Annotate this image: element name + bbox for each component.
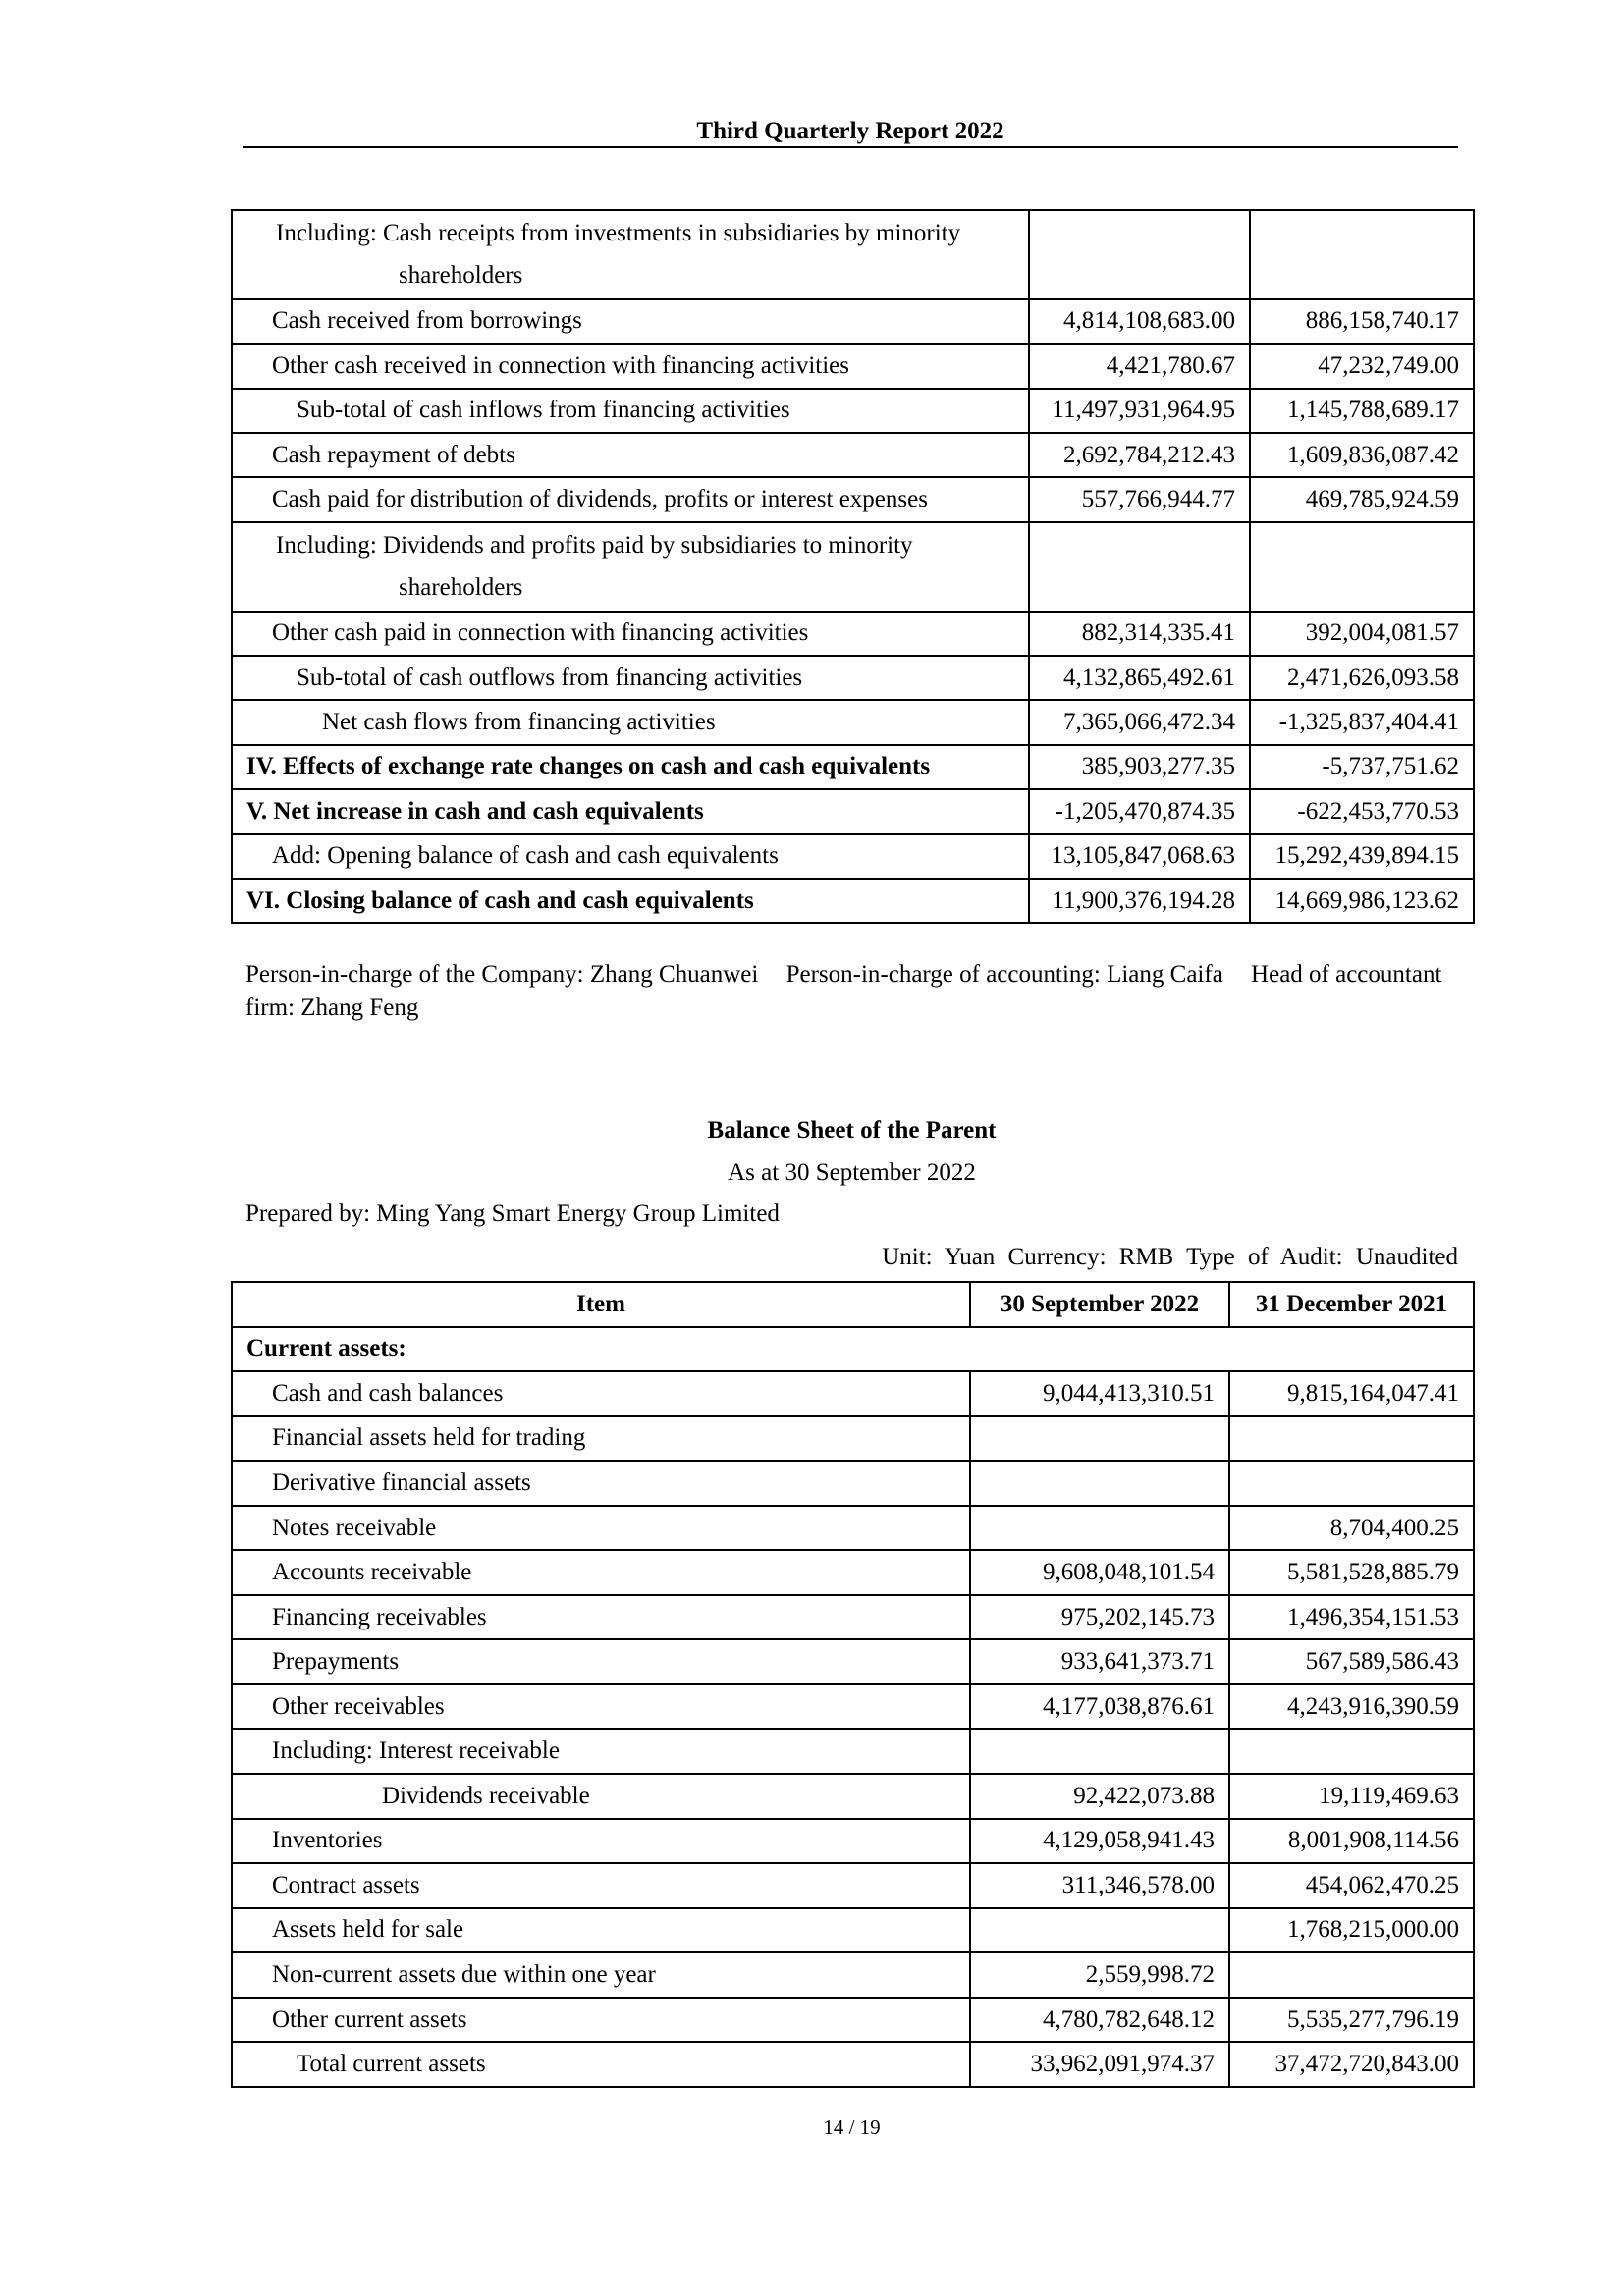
amount-current: -1,205,470,874.35 [1029, 789, 1250, 833]
table-row [232, 789, 1474, 833]
table-row [232, 344, 1474, 388]
amount-current: 33,962,091,974.37 [970, 2042, 1229, 2087]
amount-prior: 47,232,749.00 [1250, 344, 1474, 388]
table-row [232, 612, 1474, 656]
row-label-line: Including: Dividends and profits paid by subsidiaries to minority [276, 532, 913, 560]
table-row [232, 1863, 1474, 1908]
amount-prior: 567,589,586.43 [1229, 1639, 1474, 1684]
amount-current: 557,766,944.77 [1029, 477, 1250, 521]
table-row [232, 1371, 1474, 1416]
table-row [232, 879, 1474, 923]
signatures [245, 958, 1463, 1025]
amount-prior: 1,609,836,087.42 [1250, 433, 1474, 477]
amount-current: 4,129,058,941.43 [970, 1819, 1229, 1864]
amount-current: 385,903,277.35 [1029, 745, 1250, 789]
table-row [232, 433, 1474, 477]
amount-prior: -622,453,770.53 [1250, 789, 1474, 833]
table-row [232, 299, 1474, 344]
amount-prior: -1,325,837,404.41 [1250, 700, 1474, 744]
amount-current: 933,641,373.71 [970, 1639, 1229, 1684]
amount-prior: 19,119,469.63 [1229, 1774, 1474, 1819]
row-label: Other receivables [232, 1684, 970, 1730]
amount-prior: 8,001,908,114.56 [1229, 1819, 1474, 1864]
amount-prior: 8,704,400.25 [1229, 1506, 1474, 1551]
table-row [232, 1819, 1474, 1864]
amount-prior: 5,535,277,796.19 [1229, 1998, 1474, 2043]
row-label: Sub-total of cash outflows from financing activities [232, 656, 1029, 700]
unit-currency-audit-line: Unit: Yuan Currency: RMB Type of Audit: Unaudited [882, 1244, 1458, 1270]
row-label-continuation: shareholders [399, 262, 523, 290]
amount-current [970, 1461, 1229, 1506]
amount-current: 882,314,335.41 [1029, 612, 1250, 656]
amount-prior: 9,815,164,047.41 [1229, 1371, 1474, 1416]
table-row [232, 389, 1474, 433]
amount-prior: 392,004,081.57 [1250, 612, 1474, 656]
table-row [232, 745, 1474, 789]
amount-current: 9,608,048,101.54 [970, 1550, 1229, 1595]
row-label: Other cash received in connection with financing activities [232, 344, 1029, 388]
page-number: 14 / 19 [823, 2115, 881, 2139]
row-label: Cash received from borrowings [232, 299, 1029, 344]
row-label-line: Including: Cash receipts from investments in subsidiaries by minority [276, 220, 961, 247]
amount-current: 9,044,413,310.51 [970, 1371, 1229, 1416]
amount-prior: 15,292,439,894.15 [1250, 834, 1474, 879]
amount-prior: 1,768,215,000.00 [1229, 1908, 1474, 1953]
row-label [232, 210, 1029, 299]
row-label: Notes receivable [232, 1506, 970, 1551]
amount-current: 4,132,865,492.61 [1029, 656, 1250, 700]
amount-current [970, 1729, 1229, 1774]
prepared-by: Prepared by: Ming Yang Smart Energy Group Limited [245, 1201, 780, 1227]
table-row [232, 834, 1474, 879]
row-label: Dividends receivable [232, 1774, 970, 1819]
row-label: Contract assets [232, 1863, 970, 1908]
column-header-item: Item [232, 1282, 970, 1327]
amount-prior: 2,471,626,093.58 [1250, 656, 1474, 700]
amount-prior: 469,785,924.59 [1250, 477, 1474, 521]
row-label: Including: Interest receivable [232, 1729, 970, 1774]
table-row [232, 1639, 1474, 1684]
section-label: Current assets: [232, 1327, 1474, 1372]
amount-current: 4,814,108,683.00 [1029, 299, 1250, 344]
amount-current: 975,202,145.73 [970, 1595, 1229, 1640]
table-row [232, 1998, 1474, 2043]
amount-prior: 1,496,354,151.53 [1229, 1595, 1474, 1640]
section-row [232, 1327, 1474, 1372]
row-label: Accounts receivable [232, 1550, 970, 1595]
row-label: Cash paid for distribution of dividends, profits or interest expenses [232, 477, 1029, 521]
row-label: Financing receivables [232, 1595, 970, 1640]
row-label [232, 522, 1029, 612]
row-label: Non-current assets due within one year [232, 1952, 970, 1998]
amount-prior: 886,158,740.17 [1250, 299, 1474, 344]
amount-current: 311,346,578.00 [970, 1863, 1229, 1908]
balance-sheet-date: As at 30 September 2022 [728, 1159, 976, 1186]
table-row [232, 1729, 1474, 1774]
amount-current [1029, 210, 1250, 299]
amount-current: 13,105,847,068.63 [1029, 834, 1250, 879]
table-row [232, 1595, 1474, 1640]
table-row [232, 2042, 1474, 2087]
row-label: Other cash paid in connection with financing activities [232, 612, 1029, 656]
amount-current: 2,692,784,212.43 [1029, 433, 1250, 477]
table-row [232, 1506, 1474, 1551]
row-label: IV. Effects of exchange rate changes on cash and cash equivalents [232, 745, 1029, 789]
table-row [232, 1684, 1474, 1730]
amount-current: 7,365,066,472.34 [1029, 700, 1250, 744]
column-header-current: 30 September 2022 [970, 1282, 1229, 1327]
report-title: Third Quarterly Report 2022 [696, 118, 1004, 144]
table-row [232, 1908, 1474, 1953]
row-label: Cash and cash balances [232, 1371, 970, 1416]
row-label: VI. Closing balance of cash and cash equivalents [232, 879, 1029, 923]
table-row [232, 1461, 1474, 1506]
balance-sheet-title: Balance Sheet of the Parent [707, 1117, 997, 1144]
amount-prior: 454,062,470.25 [1229, 1863, 1474, 1908]
amount-current: 11,900,376,194.28 [1029, 879, 1250, 923]
amount-prior: 14,669,986,123.62 [1250, 879, 1474, 923]
amount-current [1029, 522, 1250, 612]
amount-prior: 37,472,720,843.00 [1229, 2042, 1474, 2087]
table-row [232, 1774, 1474, 1819]
amount-prior [1250, 522, 1474, 612]
amount-current [970, 1416, 1229, 1462]
amount-prior [1229, 1416, 1474, 1462]
amount-current: 11,497,931,964.95 [1029, 389, 1250, 433]
row-label: Inventories [232, 1819, 970, 1864]
row-label: V. Net increase in cash and cash equivalents [232, 789, 1029, 833]
table-row [232, 1952, 1474, 1998]
amount-prior: 5,581,528,885.79 [1229, 1550, 1474, 1595]
row-label: Prepayments [232, 1639, 970, 1684]
table-header-row [232, 1282, 1474, 1327]
amount-current: 2,559,998.72 [970, 1952, 1229, 1998]
accountant-firm-head-signature: Head of accountant firm: Zhang Feng [245, 961, 1442, 1021]
amount-current: 4,177,038,876.61 [970, 1684, 1229, 1730]
table-row [232, 1550, 1474, 1595]
amount-current [970, 1506, 1229, 1551]
row-label: Other current assets [232, 1998, 970, 2043]
cash-flow-table [231, 209, 1475, 924]
table-row [232, 522, 1474, 612]
table-row [232, 210, 1474, 299]
header-rule [243, 146, 1458, 148]
row-label-continuation: shareholders [399, 574, 523, 602]
row-label: Financial assets held for trading [232, 1416, 970, 1462]
amount-current [970, 1908, 1229, 1953]
row-label: Assets held for sale [232, 1908, 970, 1953]
row-label: Net cash flows from financing activities [232, 700, 1029, 744]
table-row [232, 700, 1474, 744]
amount-prior: -5,737,751.62 [1250, 745, 1474, 789]
amount-current: 4,780,782,648.12 [970, 1998, 1229, 2043]
amount-prior: 1,145,788,689.17 [1250, 389, 1474, 433]
row-label: Derivative financial assets [232, 1461, 970, 1506]
row-label: Total current assets [232, 2042, 970, 2087]
amount-prior: 4,243,916,390.59 [1229, 1684, 1474, 1730]
table-row [232, 1416, 1474, 1462]
amount-current: 4,421,780.67 [1029, 344, 1250, 388]
row-label: Cash repayment of debts [232, 433, 1029, 477]
table-row [232, 656, 1474, 700]
column-header-prior: 31 December 2021 [1229, 1282, 1474, 1327]
amount-current: 92,422,073.88 [970, 1774, 1229, 1819]
amount-prior [1229, 1729, 1474, 1774]
balance-sheet-table [231, 1281, 1475, 2088]
row-label: Sub-total of cash inflows from financing activities [232, 389, 1029, 433]
company-head-signature: Person-in-charge of the Company: Zhang Chuanwei [245, 961, 759, 988]
amount-prior [1229, 1952, 1474, 1998]
accounting-head-signature: Person-in-charge of accounting: Liang Caifa [785, 961, 1223, 988]
amount-prior [1250, 210, 1474, 299]
row-label: Add: Opening balance of cash and cash equivalents [232, 834, 1029, 879]
table-row [232, 477, 1474, 521]
amount-prior [1229, 1461, 1474, 1506]
